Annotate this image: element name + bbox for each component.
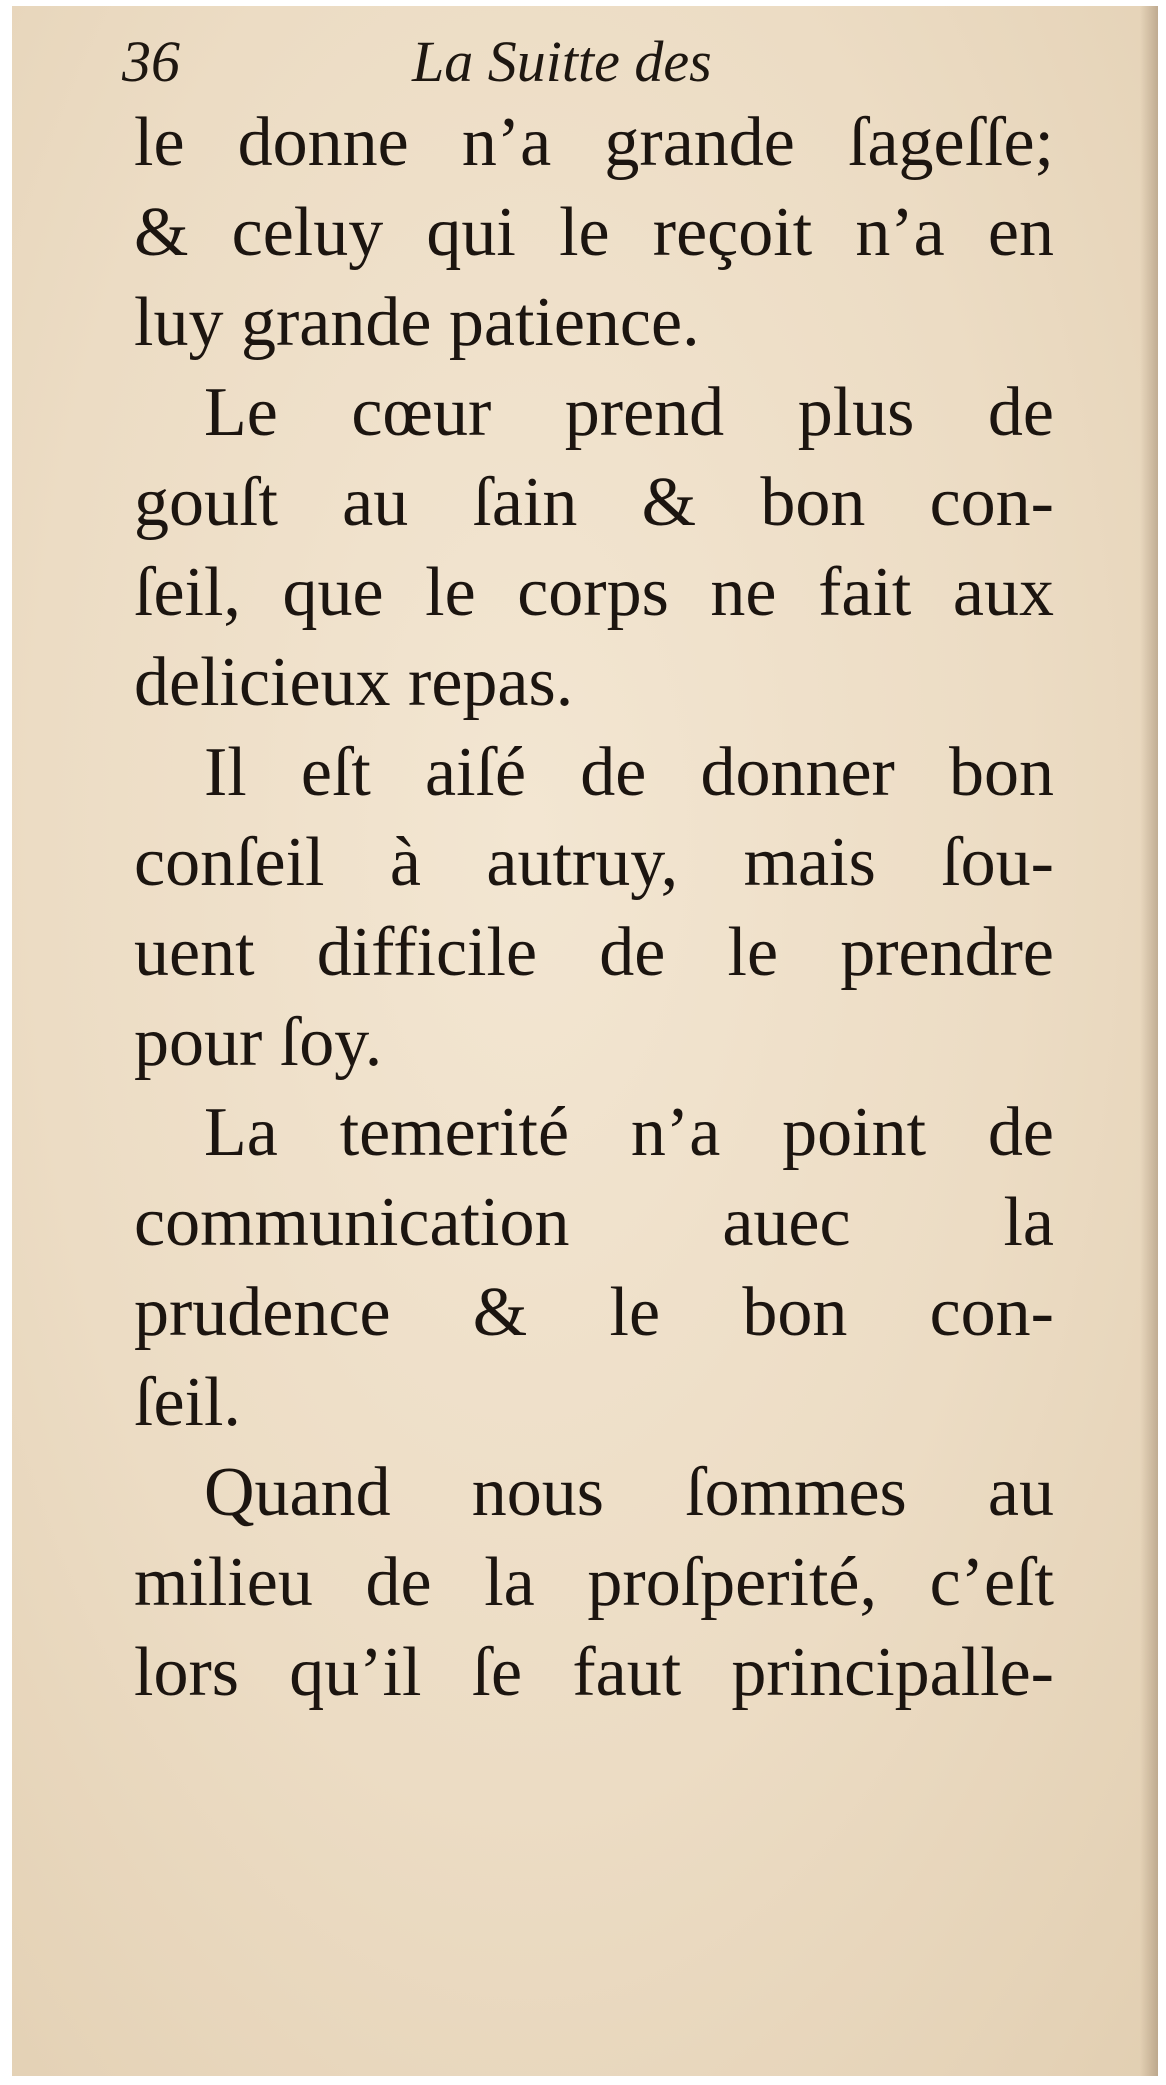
text-line: ſeil. (134, 1364, 241, 1441)
page-number: 36 (122, 29, 180, 94)
text-line: ſeil, que le corps ne fait aux (134, 554, 1054, 631)
text-line: delicieux repas. (134, 644, 574, 721)
text-line: Il eſt aiſé de donner bon (204, 734, 1054, 811)
text-line: le donne n’a grande ſageſſe; (134, 104, 1054, 181)
text-line: conſeil à autruy, mais ſou- (134, 824, 1054, 901)
text-line: & celuy qui le reçoit n’a en (134, 194, 1054, 271)
running-title: La Suitte des (412, 29, 712, 94)
text-line: gouſt au ſain & bon con- (134, 464, 1054, 541)
book-page (12, 6, 1158, 2076)
text-line: communication auec la (134, 1184, 1054, 1261)
text-line: luy grande patience. (134, 284, 700, 361)
page-gutter-shadow (1140, 6, 1158, 2076)
text-line: prudence & le bon con- (134, 1274, 1054, 1351)
text-line: lors qu’il ſe faut principalle- (134, 1634, 1054, 1711)
text-line: uent difficile de le prendre (134, 914, 1054, 991)
page-header (122, 18, 1022, 98)
text-line: Quand nous ſommes au (204, 1454, 1054, 1531)
text-line: La temerité n’a point de (204, 1094, 1054, 1171)
text-line: Le cœur prend plus de (204, 374, 1054, 451)
text-line: pour ſoy. (134, 1004, 383, 1081)
text-line: milieu de la proſperité, c’eſt (134, 1544, 1054, 1621)
body-text (134, 98, 1054, 1718)
